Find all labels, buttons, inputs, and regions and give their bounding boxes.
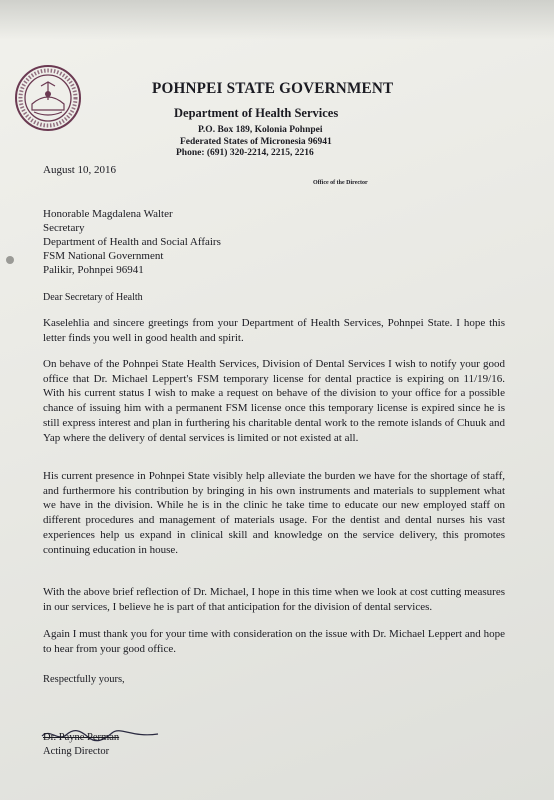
closing: Respectfully yours, [43, 674, 125, 685]
address-line-2: Federated States of Micronesia 96941 [180, 137, 332, 147]
government-title: POHNPEI STATE GOVERNMENT [152, 80, 394, 97]
letter-date: August 10, 2016 [43, 164, 117, 176]
punch-hole [6, 256, 14, 264]
paragraph-greeting: Kaselehlia and sincere greetings from your Department of Health Services, Pohnpei State. I hope this letter finds you well in good health and spirit. [43, 317, 505, 344]
address-line-1: P.O. Box 189, Kolonia Pohnpei [198, 125, 323, 135]
department-title: Department of Health Services [174, 106, 339, 120]
phone-line: Phone: (691) 320-2214, 2215, 2216 [176, 148, 314, 158]
paragraph-contribution: His current presence in Pohnpei State visibly help alleviate the burden we have for the shortage of staff, and furthermore his contribution by bringing in his own instruments and materials to supplement what we have in the division. While he is in the clinic he take time to educate our new employed staff on different procedures and management of materials usage. For the dentist and dental nurses his vast experiences help us expand in clinical skill and knowledge on the service delivery, this promotes continuing education in house. [43, 470, 505, 556]
recipient-department: Department of Health and Social Affairs [43, 236, 221, 248]
paragraph-request: On behave of the Pohnpei State Health Services, Division of Dental Services I wish to notify your good office that Dr. Michael Leppert's FSM temporary license for dental practice is expiring on 11/19/16. With his current status I wish to make a request on behave of the division to your office for a possible chance of issuing him with a permanent FSM license once this temporary license is expired since he is still express interest and plan in furthering his charitable dental work to the remote islands of Chuuk and Yap where the delivery of dental services is limited or not existed at all. [43, 358, 505, 444]
recipient-title: Secretary [43, 222, 85, 234]
recipient-organization: FSM National Government [43, 250, 164, 262]
signatory-title: Acting Director [43, 746, 110, 757]
state-seal-icon [14, 64, 82, 132]
office-label: Office of the Director [313, 180, 368, 186]
paragraph-thanks: Again I must thank you for your time with consideration on the issue with Dr. Michael Leppert and hope to hear from your good office. [43, 628, 505, 655]
recipient-city: Palikir, Pohnpei 96941 [43, 264, 144, 276]
recipient-name: Honorable Magdalena Walter [43, 208, 173, 220]
paragraph-reflection: With the above brief reflection of Dr. Michael, I hope in this time when we look at cost cutting measures in our services, I believe he is part of that anticipation for the division of dental services. [43, 586, 505, 613]
salutation: Dear Secretary of Health [43, 292, 143, 303]
paper-fold-shadow [0, 0, 554, 40]
signatory-name: Dr. Payne Perman [43, 732, 120, 743]
